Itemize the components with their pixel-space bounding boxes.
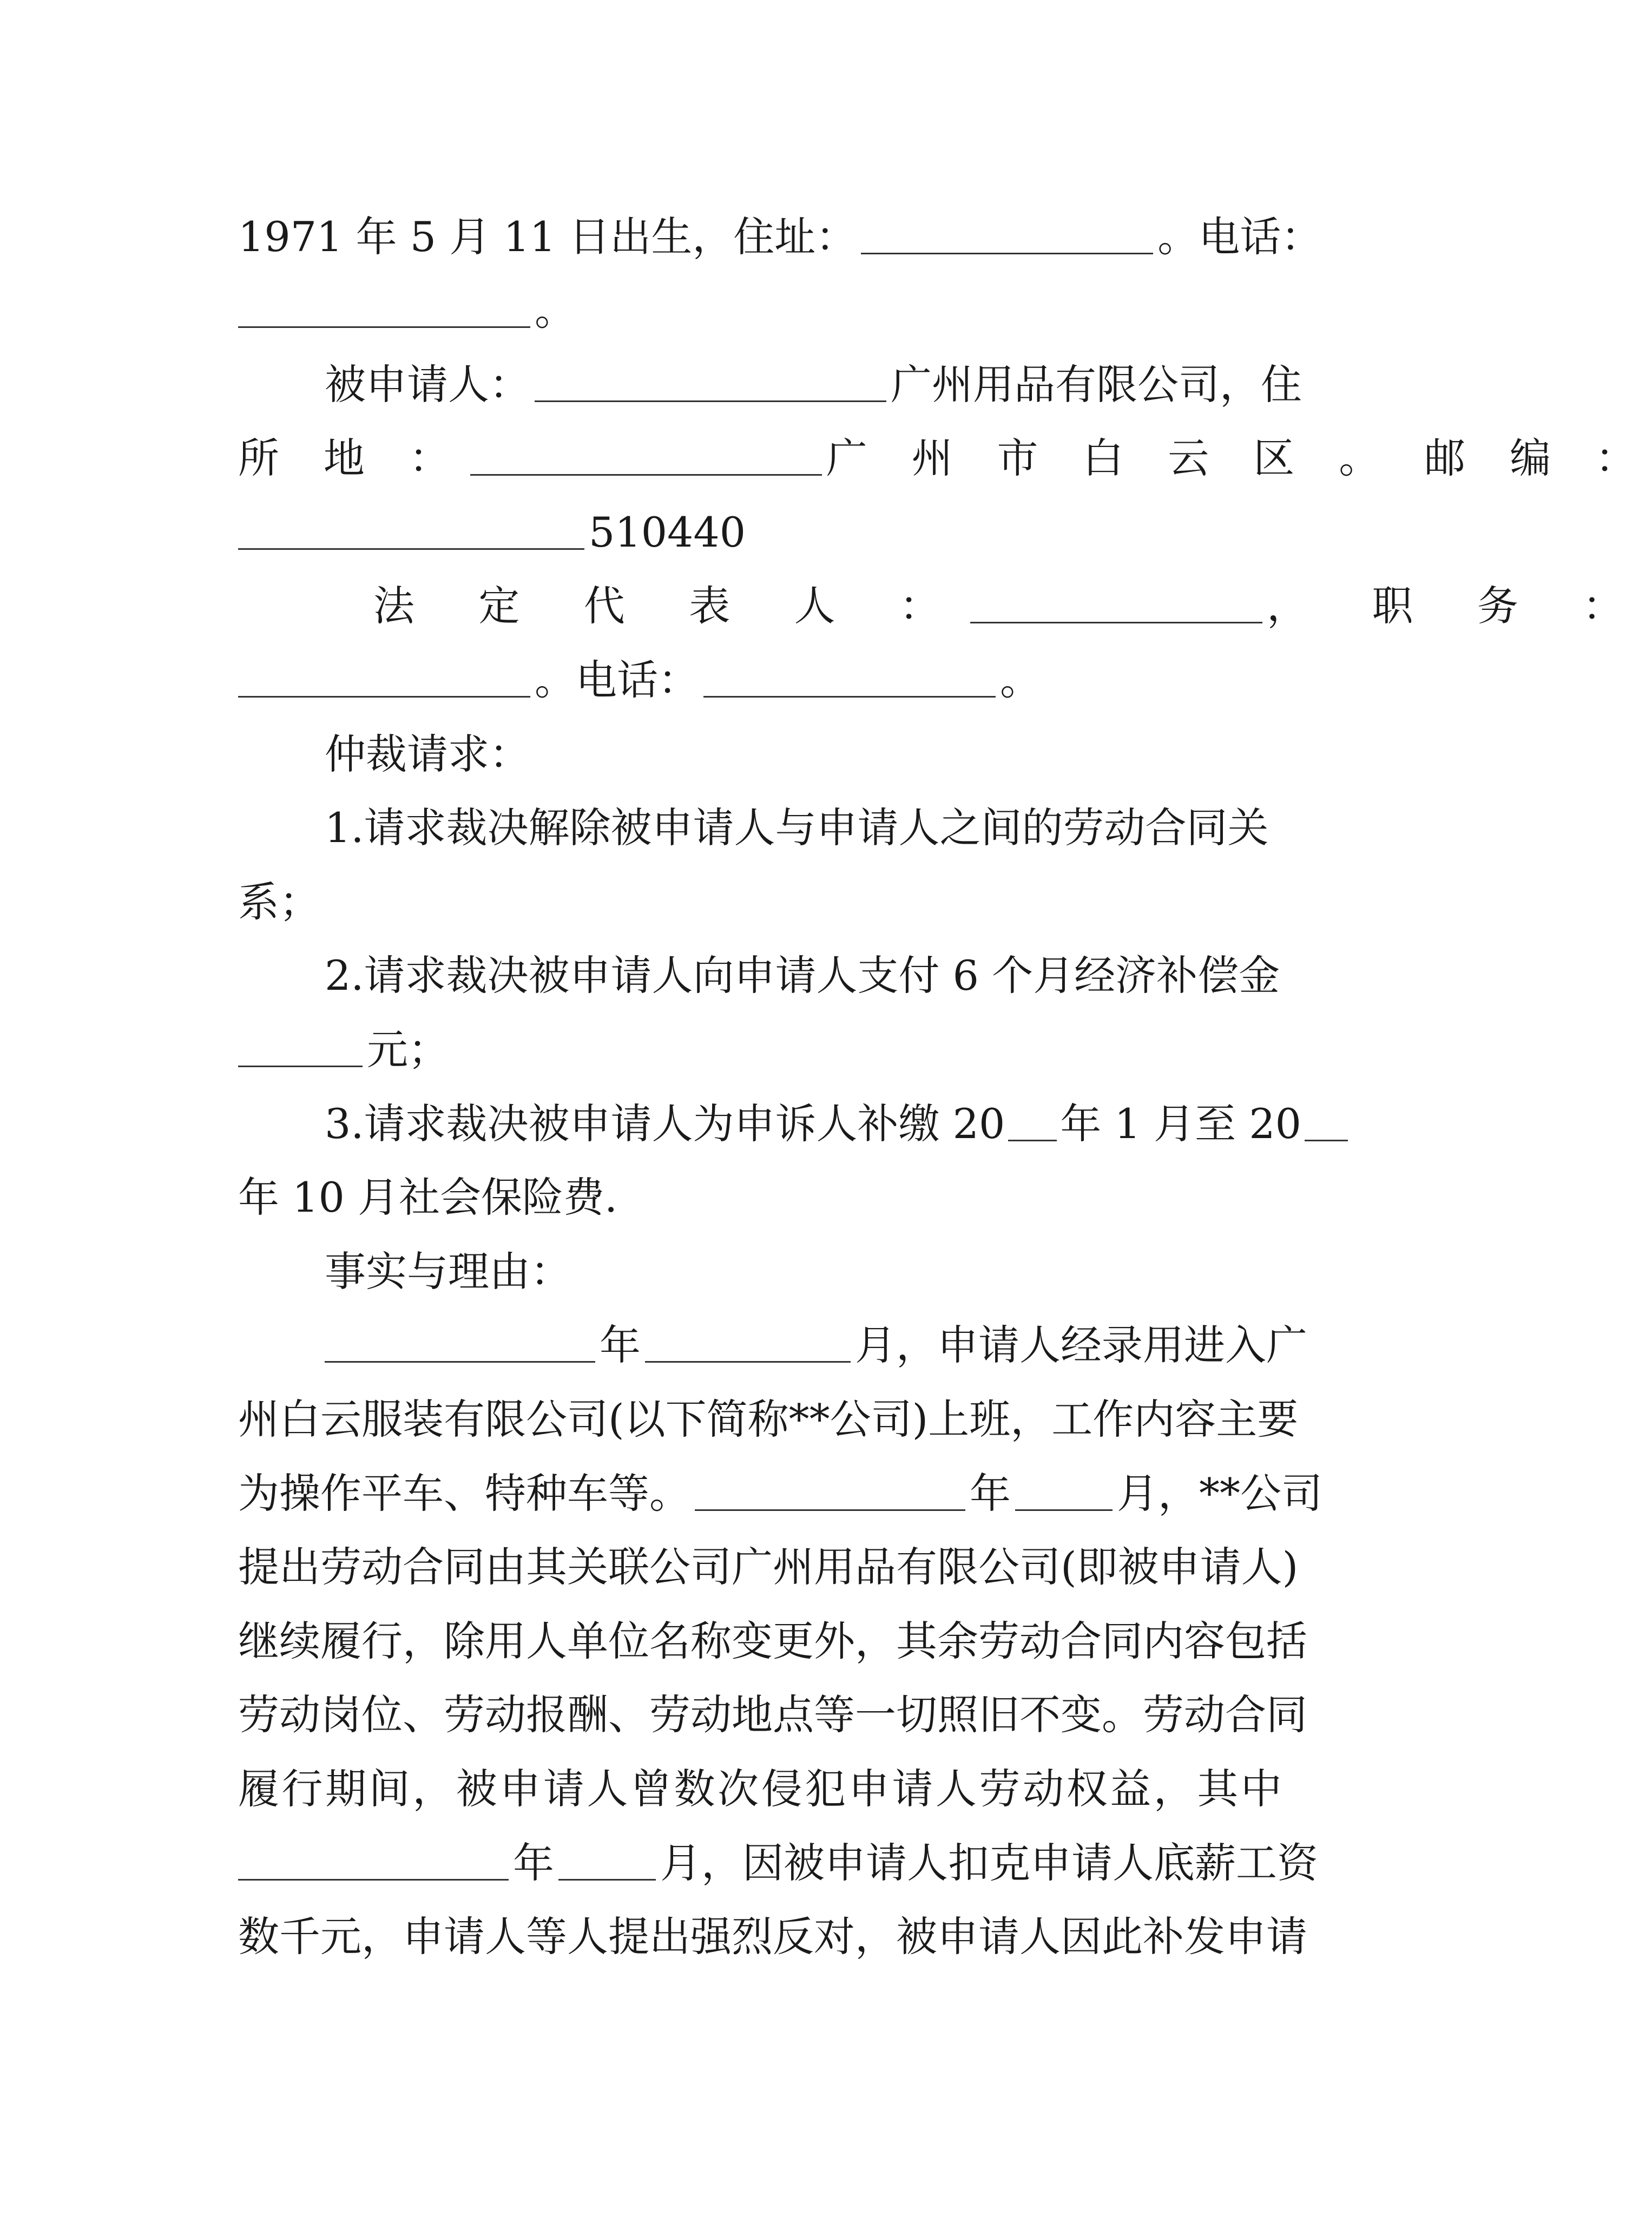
blank-address [861, 212, 1153, 254]
heading-facts: 事实与理由： [325, 1247, 571, 1296]
blank-legal-rep [970, 581, 1262, 623]
line-domicile [238, 426, 1652, 491]
claim-2-cont [238, 1017, 1337, 1082]
text: 被申请人： [325, 360, 530, 409]
facts-line-9: 数千元，申请人等人提出强烈反对，被申请人因此补发申请 [238, 1912, 1307, 1961]
text: 510440 [589, 508, 746, 556]
line-rep-phone [238, 648, 1337, 713]
text: 年 [970, 1469, 1011, 1517]
blank-year [238, 1838, 509, 1881]
claim-3 [325, 1092, 1337, 1156]
text: 月，因被申请人扣克申请人底薪工资 [660, 1839, 1318, 1887]
claim-3-cont: 年 10 月社会保险费. [238, 1173, 618, 1221]
blank-postcode [238, 507, 584, 550]
facts-line-4: 提出劳动合同由其关联公司广州用品有限公司(即被申请人) [238, 1543, 1299, 1591]
text: 元； [367, 1026, 449, 1074]
blank-month [645, 1320, 851, 1363]
line-phone [238, 278, 1337, 343]
blank-position [238, 655, 530, 698]
blank-year-start [1008, 1099, 1057, 1141]
facts-line-3 [238, 1461, 1337, 1526]
text: 。 [1000, 656, 1041, 704]
text: 。 [535, 286, 576, 334]
blank-month [1015, 1468, 1113, 1511]
line-birth-address [238, 205, 1337, 270]
claim-1: 1.请求裁决解除被申请人与申请人之间的劳动合同关 [325, 804, 1269, 852]
heading-claims: 仲裁请求： [325, 730, 530, 778]
text: 3.请求裁决被申请人为申诉人补缴 20 [325, 1100, 1005, 1148]
text: 为操作平车、特种车等。 [238, 1469, 690, 1517]
blank-respondent [535, 359, 886, 402]
text: 广 州 市 白 云 区 。 邮 编 ： [826, 434, 1652, 482]
facts-line-5: 继续履行，除用人单位名称变更外，其余劳动合同内容包括 [238, 1617, 1307, 1665]
text: 月，**公司 [1117, 1469, 1322, 1517]
text: 月，申请人经录用进入广 [855, 1321, 1307, 1369]
blank-year [325, 1320, 595, 1363]
text: 法 定 代 表 人 ： [373, 582, 966, 630]
facts-line-8 [238, 1831, 1337, 1896]
text: 年 [513, 1839, 554, 1887]
claim-2: 2.请求裁决被申请人向申请人支付 6 个月经济补偿金 [325, 951, 1280, 1000]
text: ， 职 务 ： [1267, 582, 1649, 630]
blank-month [558, 1838, 656, 1881]
blank-year [695, 1468, 965, 1511]
blank-domicile [470, 433, 822, 476]
facts-line-1 [325, 1313, 1337, 1378]
text: 年 1 月至 20 [1060, 1100, 1301, 1148]
line-postcode [238, 500, 1337, 565]
text: 所 地 ： [238, 434, 466, 482]
text: 年 [600, 1321, 641, 1369]
line-respondent [325, 352, 1337, 417]
blank-year-end [1305, 1099, 1348, 1141]
facts-line-6: 劳动岗位、劳动报酬、劳动地点等一切照旧不变。劳动合同 [238, 1691, 1307, 1739]
text: 广州用品有限公司，住 [891, 360, 1302, 409]
text: 。电话： [535, 656, 699, 704]
text: 1971 年 5 月 11 日出生，住址： [238, 213, 857, 261]
blank-phone [238, 285, 530, 328]
line-legal-rep [373, 574, 1649, 639]
text: 。电话： [1157, 213, 1322, 261]
facts-line-2: 州白云服装有限公司(以下简称**公司)上班，工作内容主要 [238, 1395, 1299, 1443]
blank-rep-phone [703, 655, 996, 698]
blank-amount [238, 1024, 363, 1067]
claim-1-cont: 系； [238, 878, 320, 926]
facts-line-7: 履行期间，被申请人曾数次侵犯申请人劳动权益，其中 [238, 1765, 1285, 1813]
